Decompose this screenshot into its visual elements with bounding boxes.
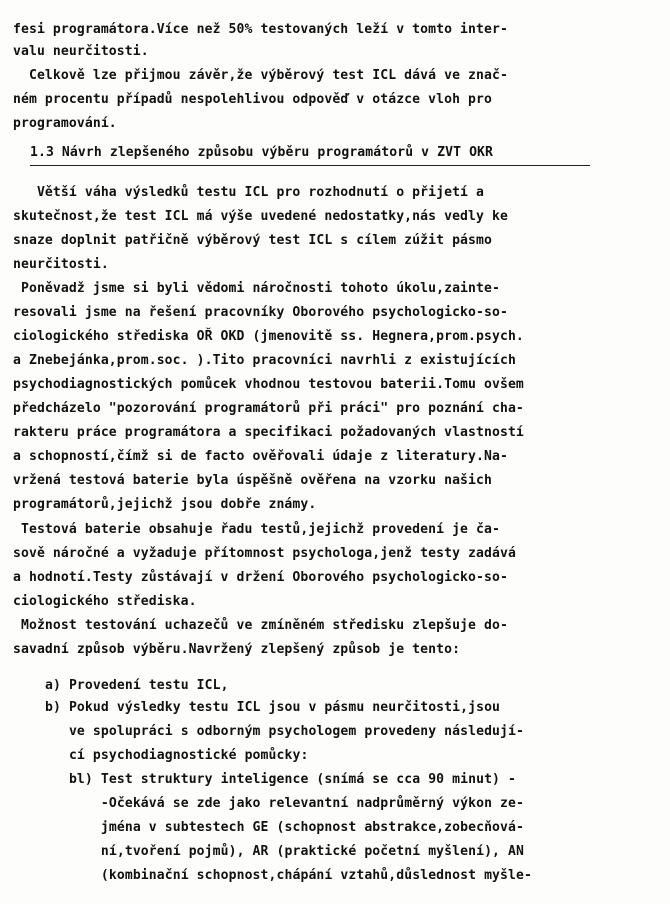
text-line: a hodnotí.Testy zůstávají v držení Oborového psychologicko-so-: [13, 570, 508, 585]
text-line: skutečnost,že test ICL má výše uvedené nedostatky,nás vedly ke: [13, 209, 508, 224]
text-line: valu neurčitosti.: [13, 44, 149, 59]
text-line: programování.: [13, 116, 117, 131]
text-line: předcházelo "pozorování programátorů při práci" pro poznání cha-: [13, 401, 524, 416]
list-item: jména v subtestech GE (schopnost abstrakce,zobecňová-: [45, 820, 524, 835]
text-line: a schopností,čímž si de facto ověřovali údaje z literatury.Na-: [13, 449, 508, 464]
text-line: fesi programátora.Více než 50% testovaných leží v tomto inter-: [13, 22, 508, 37]
text-line: ciologického střediska.: [13, 594, 197, 609]
list-item: ní,tvoření pojmů), AR (praktické početní myšlení), AN: [45, 844, 524, 859]
text-line: neurčitosti.: [13, 257, 109, 272]
list-item: ve spolupráci s odborným psychologem provedeny následují-: [45, 724, 524, 739]
text-line: Možnost testování uchazečů ve zmíněném středisku zlepšuje do-: [13, 618, 508, 633]
text-line: Poněvadž jsme si byli vědomi náročnosti tohoto úkolu,zainte-: [13, 281, 500, 296]
list-item: (kombinační schopnost,chápání vztahů,důslednost myšle-: [45, 868, 532, 883]
text-line: a Znebejánka,prom.soc. ).Tito pracovníci navrhli z existujících: [13, 353, 516, 368]
text-line: resovali jsme na řešení pracovníky Oborového psychologicko-so-: [13, 305, 508, 320]
text-line: Testová baterie obsahuje řadu testů,jejichž provedení je ča-: [13, 522, 500, 537]
heading-underline: [30, 165, 590, 166]
text-line: vržená testová baterie byla úspěšně ověřena na vzorku našich: [13, 473, 492, 488]
list-item: -Očekává se zde jako relevantní nadprůměrný výkon ze-: [45, 796, 524, 811]
text-line: ciologického střediska OŘ OKD (jmenovitě ss. Hegnera,prom.psych.: [13, 329, 524, 344]
text-line: savadní způsob výběru.Navržený zlepšený způsob je tento:: [13, 642, 461, 657]
section-heading: 1.3 Návrh zlepšeného způsobu výběru programátorů v ZVT OKR: [30, 145, 494, 160]
list-item: b) Pokud výsledky testu ICL jsou v pásmu neurčitosti,jsou: [45, 700, 501, 715]
text-line: snaze doplnit patřičně výběrový test ICL s cílem zúžit pásmo: [13, 233, 492, 248]
text-line: programátorů,jejichž jsou dobře známy.: [13, 497, 317, 512]
list-item: a) Provedení testu ICL,: [45, 678, 229, 693]
text-line: Celkově lze přijmou závěr,že výběrový test ICL dává ve znač-: [13, 68, 508, 83]
list-item: cí psychodiagnostické pomůcky:: [45, 748, 309, 763]
text-line: sově náročné a vyžaduje přítomnost psychologa,jenž testy zadává: [13, 546, 516, 561]
text-line: ném procentu případů nespolehlivou odpověď v otázce vloh pro: [13, 92, 492, 107]
text-line: rakteru práce programátora a specifikaci požadovaných vlastností: [13, 425, 524, 440]
text-line: Větší váha výsledků testu ICL pro rozhodnutí o přijetí a: [13, 185, 485, 200]
text-line: psychodiagnostických pomůcek vhodnou testovou baterii.Tomu ovšem: [13, 377, 524, 392]
list-item: bl) Test struktury inteligence (snímá se cca 90 minut) -: [45, 772, 517, 787]
